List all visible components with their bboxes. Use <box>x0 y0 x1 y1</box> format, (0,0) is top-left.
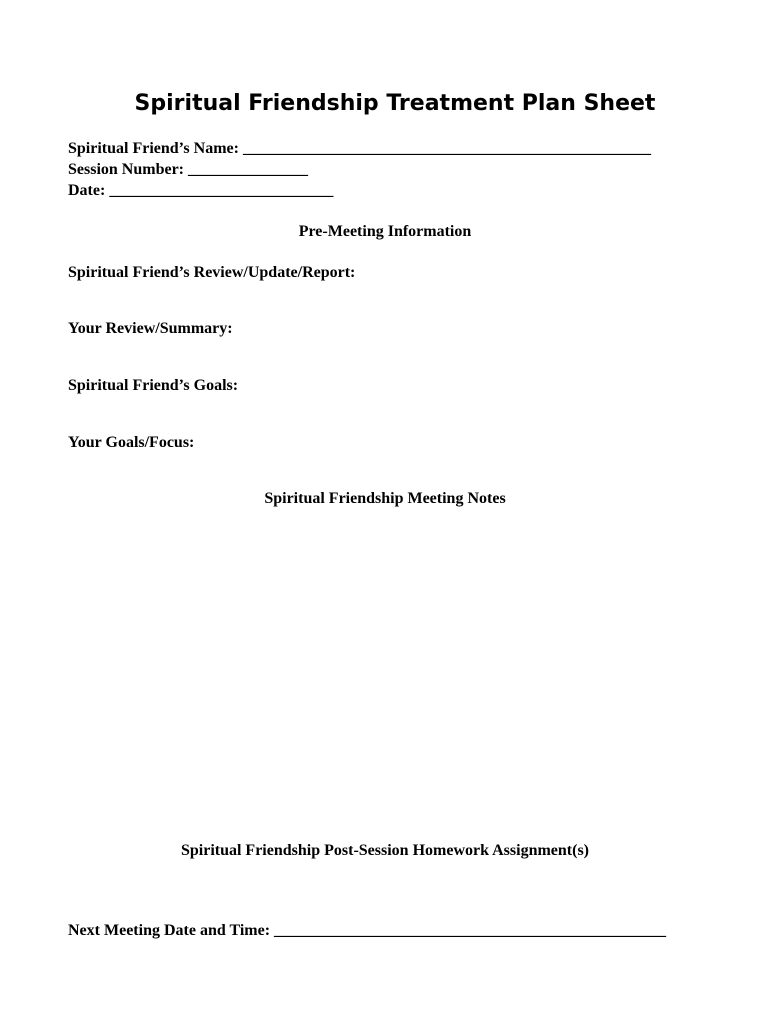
friend-review-label: Spiritual Friend’s Review/Update/Report: <box>68 264 356 281</box>
date-field: Date: ____________________________ <box>68 182 334 199</box>
next-meeting-field: Next Meeting Date and Time: _________________________________________________ <box>68 922 667 939</box>
your-goals-label: Your Goals/Focus: <box>68 434 195 451</box>
meeting-notes-heading: Spiritual Friendship Meeting Notes <box>264 490 506 507</box>
friend-goals-label: Spiritual Friend’s Goals: <box>68 377 239 394</box>
session-number-field: Session Number: _______________ <box>68 161 309 178</box>
page-title: Spiritual Friendship Treatment Plan Sheet <box>134 91 656 116</box>
spiritual-friend-name-field: Spiritual Friend’s Name: ___________________________________________________ <box>68 140 651 157</box>
homework-heading: Spiritual Friendship Post-Session Homework Assignment(s) <box>180 842 590 859</box>
your-review-label: Your Review/Summary: <box>68 320 233 337</box>
pre-meeting-heading: Pre-Meeting Information <box>298 223 472 240</box>
